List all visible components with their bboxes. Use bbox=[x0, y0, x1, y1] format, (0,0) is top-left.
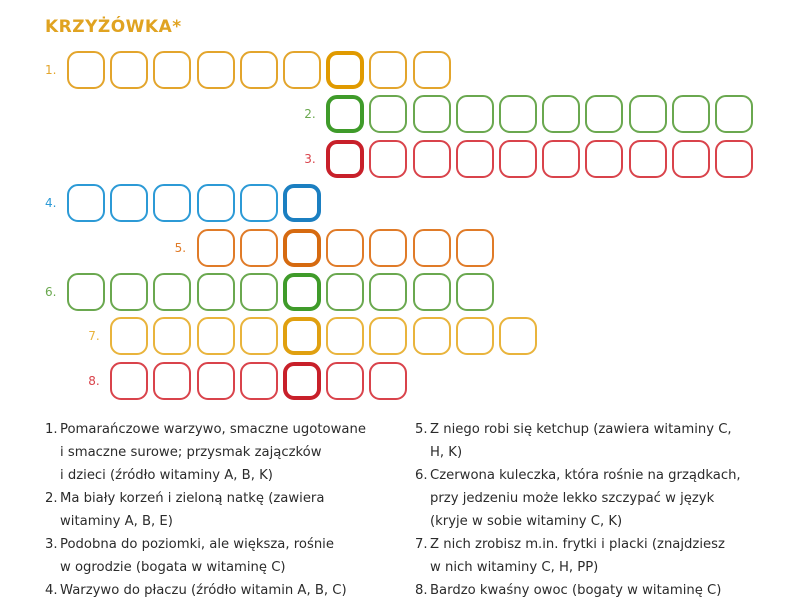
crossword-cell[interactable] bbox=[672, 140, 710, 178]
crossword-key-cell[interactable] bbox=[283, 362, 321, 400]
crossword-cell[interactable] bbox=[542, 140, 580, 178]
row-number: 5. bbox=[174, 240, 187, 255]
clue-line: Warzywo do płaczu (źródło witamin A, B, C) bbox=[60, 583, 347, 598]
clue-line: Czerwona kuleczka, która rośnie na grządkach, bbox=[430, 468, 741, 483]
crossword-cell[interactable] bbox=[369, 273, 407, 311]
crossword-cell[interactable] bbox=[672, 95, 710, 133]
clue-item bbox=[415, 533, 775, 579]
crossword-cell[interactable] bbox=[499, 140, 537, 178]
crossword-key-cell[interactable] bbox=[326, 95, 364, 133]
clue-number: 6. bbox=[415, 468, 428, 483]
crossword-cell[interactable] bbox=[326, 362, 364, 400]
crossword-cell[interactable] bbox=[413, 95, 451, 133]
clue-item bbox=[415, 418, 775, 464]
crossword-cell[interactable] bbox=[499, 95, 537, 133]
crossword-cell[interactable] bbox=[197, 317, 235, 355]
crossword-cell[interactable] bbox=[197, 362, 235, 400]
crossword-cell[interactable] bbox=[110, 317, 148, 355]
crossword-cell[interactable] bbox=[456, 140, 494, 178]
crossword-cell[interactable] bbox=[153, 362, 191, 400]
clue-item bbox=[45, 533, 395, 579]
crossword-cell[interactable] bbox=[413, 229, 451, 267]
clue-line: witaminy A, B, E) bbox=[60, 514, 173, 529]
clue-line: przy jedzeniu może lekko szczypać w język bbox=[430, 491, 715, 506]
crossword-cell[interactable] bbox=[283, 51, 321, 89]
crossword-key-cell[interactable] bbox=[283, 229, 321, 267]
clue-number: 7. bbox=[415, 537, 428, 552]
crossword-cell[interactable] bbox=[369, 140, 407, 178]
clue-line: Podobna do poziomki, ale większa, rośnie bbox=[60, 537, 334, 552]
crossword-cell[interactable] bbox=[240, 51, 278, 89]
crossword-cell[interactable] bbox=[67, 51, 105, 89]
crossword-cell[interactable] bbox=[197, 273, 235, 311]
crossword-cell[interactable] bbox=[153, 51, 191, 89]
crossword-cell[interactable] bbox=[413, 317, 451, 355]
crossword-cell[interactable] bbox=[110, 362, 148, 400]
crossword-cell[interactable] bbox=[585, 95, 623, 133]
clue-line: i smaczne surowe; przysmak zajączków bbox=[60, 445, 322, 460]
clue-item bbox=[415, 579, 775, 602]
clue-item bbox=[45, 418, 395, 487]
clue-number: 1. bbox=[45, 422, 58, 437]
clue-number: 8. bbox=[415, 583, 428, 598]
crossword-cell[interactable] bbox=[456, 317, 494, 355]
crossword-cell[interactable] bbox=[197, 184, 235, 222]
crossword-cell[interactable] bbox=[369, 95, 407, 133]
row-number: 7. bbox=[88, 329, 100, 344]
crossword-cell[interactable] bbox=[240, 317, 278, 355]
clue-line: (kryje w sobie witaminy C, K) bbox=[430, 514, 623, 529]
crossword-cell[interactable] bbox=[413, 140, 451, 178]
crossword-cell[interactable] bbox=[110, 51, 148, 89]
clues-left-column bbox=[45, 418, 395, 602]
crossword-cell[interactable] bbox=[629, 95, 667, 133]
clue-number: 5. bbox=[415, 422, 428, 437]
crossword-cell[interactable] bbox=[110, 273, 148, 311]
clue-line: i dzieci (źródło witaminy A, B, K) bbox=[60, 468, 273, 483]
clue-line: H, K) bbox=[430, 445, 463, 460]
crossword-cell[interactable] bbox=[197, 229, 235, 267]
crossword-cell[interactable] bbox=[369, 317, 407, 355]
clue-item bbox=[45, 579, 395, 602]
crossword-cell[interactable] bbox=[369, 51, 407, 89]
crossword-cell[interactable] bbox=[456, 95, 494, 133]
crossword-cell[interactable] bbox=[153, 317, 191, 355]
crossword-cell[interactable] bbox=[326, 273, 364, 311]
crossword-key-cell[interactable] bbox=[283, 273, 321, 311]
crossword-cell[interactable] bbox=[413, 273, 451, 311]
row-number: 1. bbox=[45, 63, 57, 77]
clue-number: 2. bbox=[45, 491, 58, 506]
clue-line: Pomarańczowe warzywo, smaczne ugotowane bbox=[60, 422, 366, 437]
crossword-cell[interactable] bbox=[240, 184, 278, 222]
row-number: 2. bbox=[304, 107, 316, 122]
crossword-cell[interactable] bbox=[585, 140, 623, 178]
page-title: KRZYŻÓWKA* bbox=[45, 17, 182, 37]
crossword-cell[interactable] bbox=[153, 273, 191, 311]
clues-right-column bbox=[415, 418, 775, 602]
crossword-cell[interactable] bbox=[197, 51, 235, 89]
crossword-cell[interactable] bbox=[715, 140, 753, 178]
crossword-key-cell[interactable] bbox=[283, 184, 321, 222]
clue-item bbox=[45, 487, 395, 533]
row-number: 3. bbox=[304, 151, 316, 166]
crossword-cell[interactable] bbox=[369, 362, 407, 400]
crossword-cell[interactable] bbox=[326, 317, 364, 355]
crossword-cell[interactable] bbox=[240, 229, 278, 267]
clue-line: w ogrodzie (bogata w witaminę C) bbox=[60, 560, 286, 575]
crossword-cell[interactable] bbox=[629, 140, 667, 178]
crossword-cell[interactable] bbox=[456, 273, 494, 311]
clue-line: w nich witaminy C, H, PP) bbox=[430, 560, 599, 575]
crossword-cell[interactable] bbox=[369, 229, 407, 267]
clue-line: Bardzo kwaśny owoc (bogaty w witaminę C) bbox=[430, 583, 722, 598]
clue-line: Z niego robi się ketchup (zawiera witaminy C, bbox=[430, 422, 732, 437]
crossword-cell[interactable] bbox=[456, 229, 494, 267]
crossword-cell[interactable] bbox=[413, 51, 451, 89]
crossword-cell[interactable] bbox=[67, 273, 105, 311]
clue-number: 4. bbox=[45, 583, 58, 598]
crossword-cell[interactable] bbox=[326, 229, 364, 267]
clue-line: Ma biały korzeń i zieloną natkę (zawiera bbox=[60, 491, 325, 506]
clue-line: Z nich zrobisz m.in. frytki i placki (znajdziesz bbox=[430, 537, 725, 552]
crossword-cell[interactable] bbox=[110, 184, 148, 222]
crossword-key-cell[interactable] bbox=[283, 317, 321, 355]
row-number: 6. bbox=[45, 285, 57, 299]
crossword-cell[interactable] bbox=[715, 95, 753, 133]
crossword-cell[interactable] bbox=[542, 95, 580, 133]
clue-number: 3. bbox=[45, 537, 58, 552]
crossword-cell[interactable] bbox=[499, 317, 537, 355]
clue-item bbox=[415, 464, 775, 533]
crossword-cell[interactable] bbox=[240, 362, 278, 400]
row-number: 8. bbox=[88, 373, 100, 388]
crossword-cell[interactable] bbox=[153, 184, 191, 222]
crossword-cell[interactable] bbox=[240, 273, 278, 311]
crossword-key-cell[interactable] bbox=[326, 51, 364, 89]
crossword-key-cell[interactable] bbox=[326, 140, 364, 178]
row-number: 4. bbox=[45, 196, 57, 211]
crossword-cell[interactable] bbox=[67, 184, 105, 222]
